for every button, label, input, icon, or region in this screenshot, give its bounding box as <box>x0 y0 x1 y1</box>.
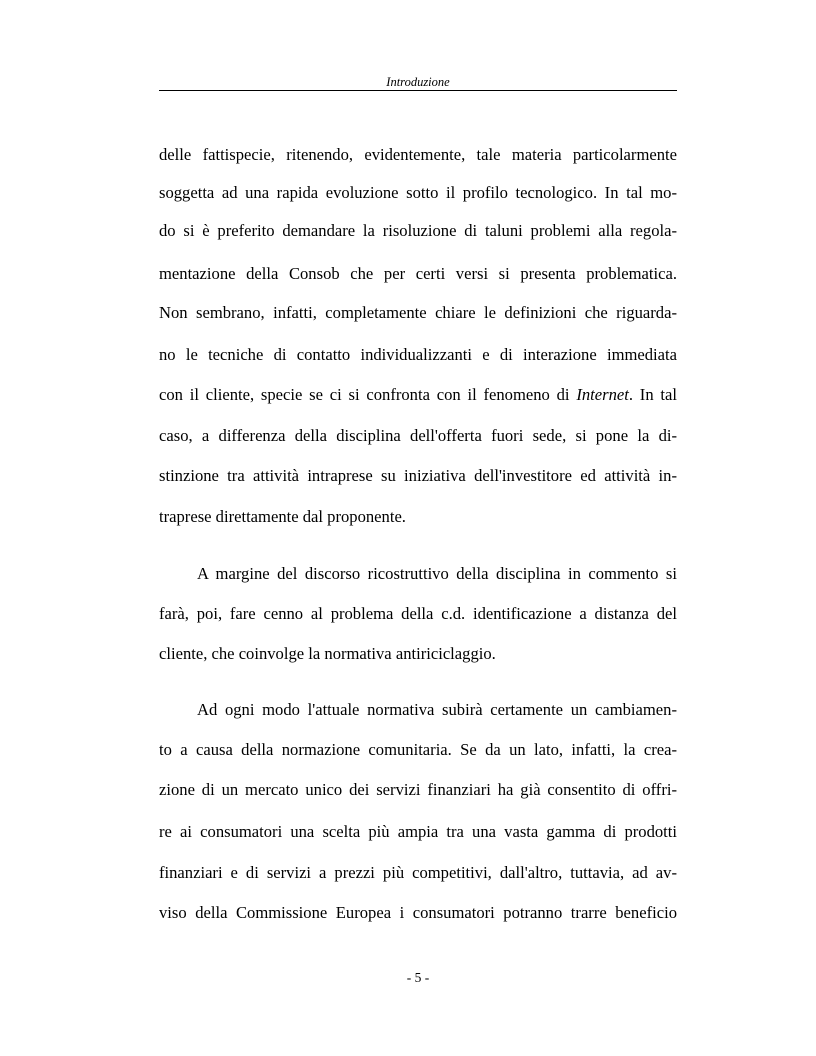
running-header: Introduzione <box>386 75 450 89</box>
text-line: to a causa della normazione comunitaria. Se da un lato, infatti, la crea- <box>159 740 677 759</box>
header-rule <box>159 90 677 91</box>
text-line: Non sembrano, infatti, completamente chiare le definizioni che riguarda- <box>159 303 677 322</box>
text-line: soggetta ad una rapida evoluzione sotto il profilo tecnologico. In tal mo- <box>159 183 677 202</box>
text-line: finanziari e di servizi a prezzi più competitivi, dall'altro, tuttavia, ad av- <box>159 863 677 882</box>
text-line: do si è preferito demandare la risoluzione di taluni problemi alla regola- <box>159 221 677 240</box>
text-line: mentazione della Consob che per certi versi si presenta problematica. <box>159 264 677 283</box>
text-line: viso della Commissione Europea i consumatori potranno trarre beneficio <box>159 903 677 922</box>
italic-term: Internet <box>576 385 629 404</box>
text-line: traprese direttamente dal proponente. <box>159 507 406 526</box>
text-line: stinzione tra attività intraprese su iniziativa dell'investitore ed attività in- <box>159 466 677 485</box>
text-line: re ai consumatori una scelta più ampia tra una vasta gamma di prodotti <box>159 822 677 841</box>
text-line: farà, poi, fare cenno al problema della c.d. identificazione a distanza del <box>159 604 677 623</box>
text-segment: con il cliente, specie se ci si confronta con il fenomeno di <box>159 385 577 404</box>
text-line: no le tecniche di contatto individualizzanti e di interazione immediata <box>159 345 677 364</box>
page-number: - 5 - <box>406 970 430 985</box>
text-line: Ad ogni modo l'attuale normativa subirà certamente un cambiamen- <box>197 700 677 719</box>
text-line <box>159 385 677 405</box>
text-line: delle fattispecie, ritenendo, evidentemente, tale materia particolarmente <box>159 145 677 164</box>
text-line: A margine del discorso ricostruttivo della disciplina in commento si <box>197 564 677 583</box>
text-line: zione di un mercato unico dei servizi finanziari ha già consentito di offri- <box>159 780 677 799</box>
text-line: caso, a differenza della disciplina dell'offerta fuori sede, si pone la di- <box>159 426 677 445</box>
text-segment: . In tal <box>628 385 677 404</box>
text-line: cliente, che coinvolge la normativa antiriciclaggio. <box>159 644 496 663</box>
